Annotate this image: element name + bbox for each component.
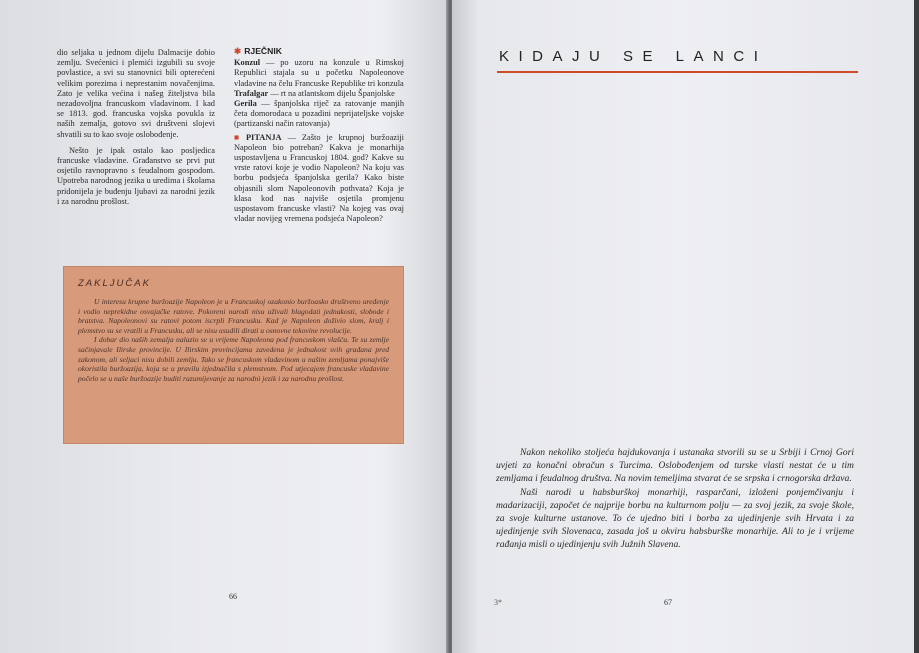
star-icon: ✱ (234, 46, 242, 56)
glossary-entry: Trafalgar — rt na atlantskom dijelu Španjolske (234, 88, 395, 98)
questions-heading: PITANJA (245, 132, 282, 142)
paragraph: Naši narodi u habsburškoj monarhiji, rasparčani, izloženi ponjemčivanju i madarizaciji, započet će najprije borbu na kulturnom polju — za svoj jezik, za svoje škole, za svoje kulturne ustanove. To će ujedno biti i borba za ujedinjenje svih Hrvata i za ujedinjenje svih Slovenaca, zasada još u okviru habsburške monarhije. Ali to je i vrijeme rađanja misli o ujedinjenju svih Južnih Slavena. (496, 486, 854, 551)
title-rule (497, 71, 858, 73)
questions-text: — Zašto je krupnoj buržoaziji Napoleon bio potreban? Kakva je monarhija uspostavljena u Francuskoj 1804. god? Kakve su vrste ratovi koje je vodio Napoleon? Na koju vas borbu podsjeća španjolska gerila? Kako biste objasnili slom Napoleonovih pothvata? Koja je klasa kod nas najviše osjetila promjenu uspostavom francuske vlasti? Na kojeg vas ovaj vladar novijeg vremena podsjeća Napoleon? (234, 132, 404, 224)
glossary-column (234, 46, 404, 224)
paragraph: dio seljaka u jednom dijelu Dalmacije dobio zemlju. Svećenici i plemići izgubili su svoje povlastice, a svi su stanovnici bili opterećeni velikim porezima i neprestanim novačenjima. Zato je velika većina i našeg žiteljstva bila nezadovoljna francuskom vladavinom. I kad se 1813. god. francuska vojska povukla iz naših zemalja, gotovo svi društveni slojevi shvatili su to kao svoje oslobođenje. (57, 48, 215, 139)
page-number: 66 (229, 592, 237, 601)
paragraph: U interesu krupne buržoazije Napoleon je u Francuskoj ozakonio buržoasko društveno uređenje i vodio neprekidne osvajačke ratove. Pokoreni narodi nisu uživali blagodati jednakosti, slobode i bratstva. Napoleonovi su ratovi potom iscrpli Francusku. Kad je Napoleon doživio slom, kralj i plemstvo su se vratili u Francusku, ali se nisu usudili dirati u osnovne tekovine revolucije. (78, 297, 389, 335)
chapter-title: KIDAJU SE LANCI (499, 48, 768, 65)
page-number: 67 (664, 598, 672, 607)
chapter-intro (496, 446, 854, 552)
right-page (452, 0, 914, 653)
paragraph: Nešto je ipak ostalo kao posljedica francuske vladavine. Građanstvo se prvi put osjetilo ravnopravno s feudalnom gospodom. Upotreba narodnog jezika u uredima i školama pridonijela je buđenju ljubavi za narodni jezik i za narodnu prošlost. (57, 145, 215, 206)
square-bullet-icon: ■ (234, 132, 243, 142)
glossary-entry: Konzul — po uzoru na konzule u Rimskoj Republici stajala su u početku Napoleonove vladavine na čelu Francuske Republike tri konzula (234, 58, 404, 88)
conclusion-text (78, 297, 389, 383)
glossary-heading: ✱ RJEČNIK (234, 46, 282, 56)
paragraph: Nakon nekoliko stoljeća hajdukovanja i ustanaka stvorili su se u Srbiji i Crnoj Gori uvjeti za konačni obračun s Turcima. Oslobođenjem od turske vlasti nestat će u tim zemljama i feudalnog društva. Na novim temeljima stvarat će se srpska i crnogorska država. (496, 447, 854, 485)
glossary-entry: Gerila — španjolska riječ za ratovanje manjih četa domorodaca u pozadini neprijateljske vojske (partizanski način ratovanja) (234, 99, 405, 129)
left-text-column (57, 48, 215, 213)
conclusion-box (63, 266, 404, 444)
paragraph: I dobar dio naših zemalja nalazio se u vrijeme Napoleona pod francuskom vlašću. Te su zemlje sačinjavale Ilirske provincije. U Ilirskim provincijama zavedena je jednakost svih građana pred zakonom, ali seljaci nisu dobili zemlju. Tako se francuskom vladavinom u našim zemljama ponajviše okoristila buržoazija, koja se u pravilu izjednačila s plemstvom. Pod utjecajem francuske vladavine počelo se u naše buržoazije buditi razumijevanje za narodni jezik i za narodnu prošlost. (78, 335, 389, 383)
signature-mark: 3* (494, 598, 502, 607)
conclusion-title: ZAKLJUČAK (78, 278, 151, 289)
left-page (0, 0, 448, 653)
questions-block (234, 133, 404, 225)
